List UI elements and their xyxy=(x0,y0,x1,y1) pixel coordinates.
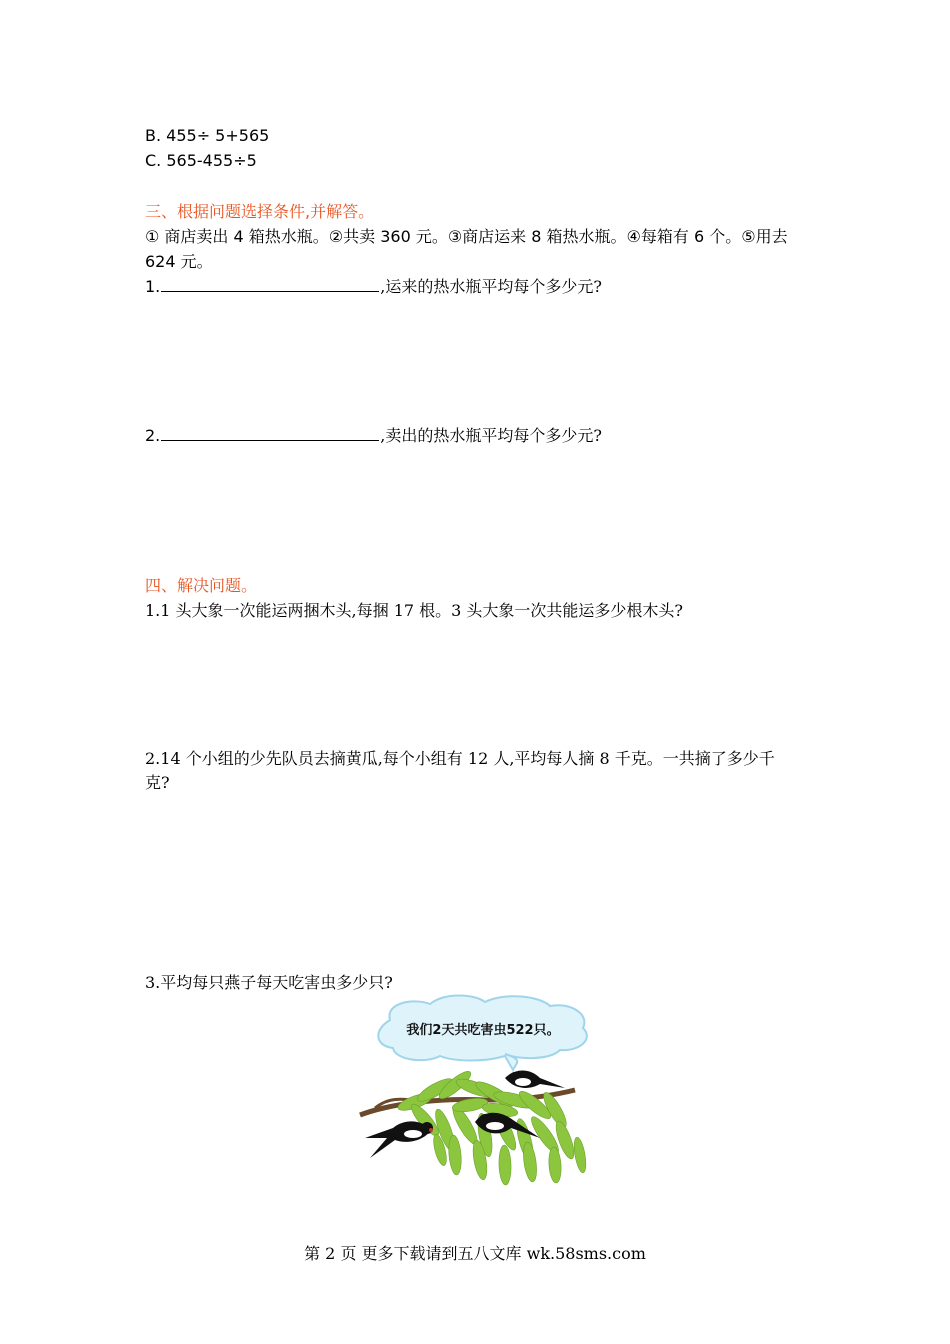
option-c: C. 565-455÷5 xyxy=(145,151,257,170)
question-number: 2. xyxy=(145,426,161,445)
speech-bubble xyxy=(378,996,587,1071)
section4-heading: 四、解决问题。 xyxy=(145,576,258,595)
section3-heading: 三、根据问题选择条件,并解答。 xyxy=(145,202,375,221)
question-text: ,运来的热水瓶平均每个多少元? xyxy=(380,277,602,296)
question-4-2-line-1: 2.14 个小组的少先队员去摘黄瓜,每个小组有 12 人,平均每人摘 8 千克。一共摘了多少千 xyxy=(145,749,775,768)
question-4-1: 1.1 头大象一次能运两捆木头,每捆 17 根。3 头大象一次共能运多少根木头? xyxy=(145,601,683,620)
answer-blank[interactable] xyxy=(161,424,379,441)
question-3-2 xyxy=(145,424,602,447)
conditions-line-1: ① 商店卖出 4 箱热水瓶。②共卖 360 元。③商店运来 8 箱热水瓶。④每箱有 6 个。⑤用去 xyxy=(145,227,788,246)
question-text: ,卖出的热水瓶平均每个多少元? xyxy=(380,426,602,445)
question-4-3: 3.平均每只燕子每天吃害虫多少只? xyxy=(145,973,393,992)
swallow-icon xyxy=(505,1071,565,1089)
bubble-text: 我们2天共吃害虫522只。 xyxy=(406,1023,560,1038)
question-3-1 xyxy=(145,275,602,298)
page-footer: 第 2 页 更多下载请到五八文库 wk.58sms.com xyxy=(304,1244,646,1263)
question-4-2-line-2: 克? xyxy=(145,773,170,792)
question-number: 1. xyxy=(145,277,161,296)
swallows-illustration xyxy=(355,990,600,1195)
answer-blank[interactable] xyxy=(161,275,379,292)
option-b: B. 455÷ 5+565 xyxy=(145,126,270,145)
conditions-line-2: 624 元。 xyxy=(145,252,213,271)
swallow-icon xyxy=(365,1121,433,1158)
